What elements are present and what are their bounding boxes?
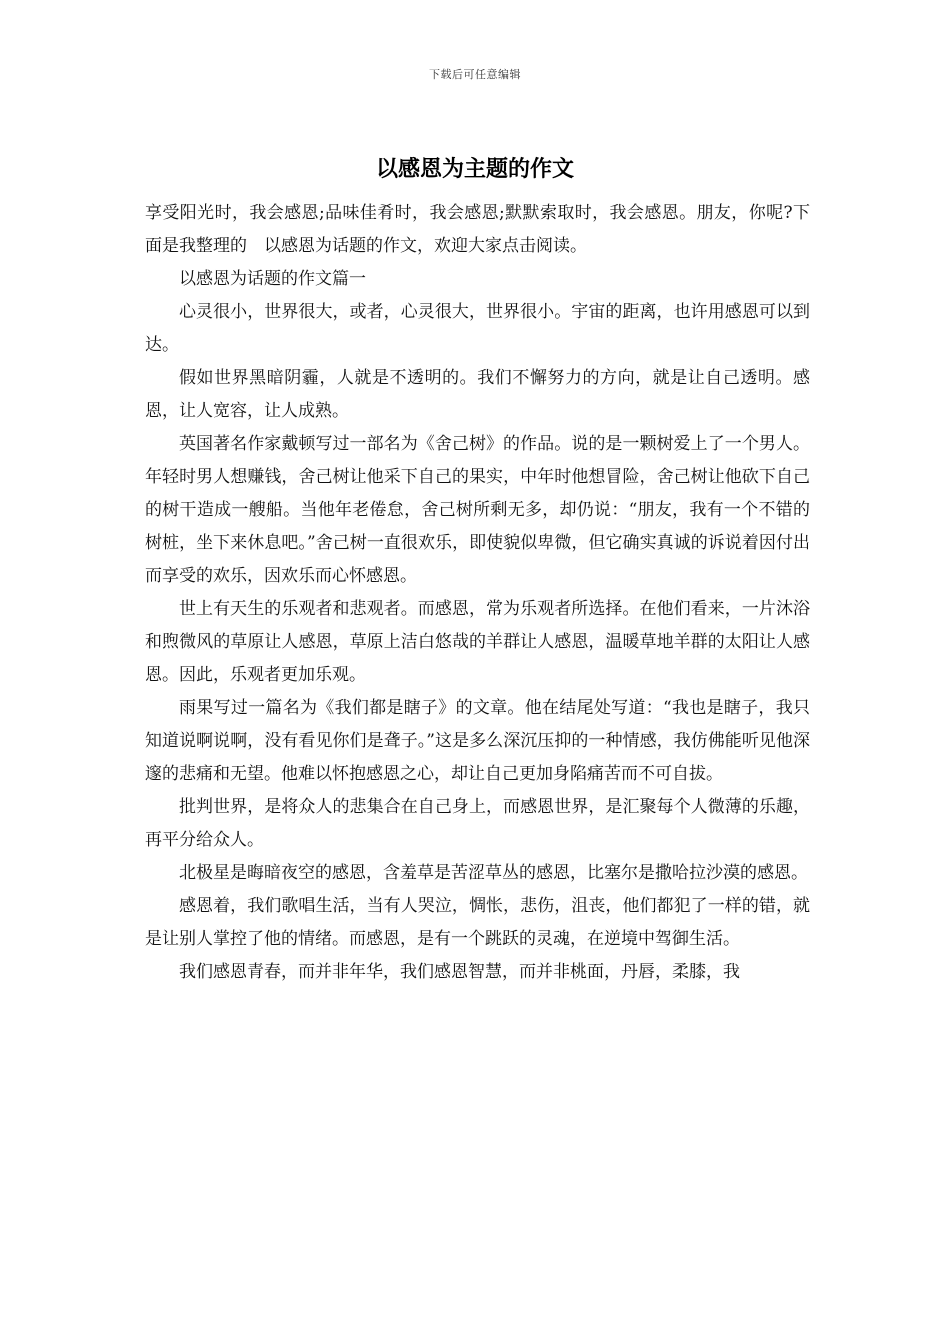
header-note: 下载后可任意编辑 — [429, 68, 521, 81]
body-paragraph: 心灵很小，世界很大，或者，心灵很大，世界很小。宇宙的距离，也许用感恩可以到达。 — [145, 302, 810, 355]
body-paragraph: 我们感恩青春，而并非年华，我们感恩智慧，而并非桃面，丹唇，柔膝，我 — [179, 962, 740, 982]
body-paragraph: 英国著名作家戴顿写过一部名为《舍己树》的作品。说的是一颗树爱上了一个男人。年轻时男人想赚钱，舍己树让他采下自己的果实，中年时他想冒险，舍己树让他砍下自己的树干造成一艘船。当他年老倦怠，舍己树所剩无多，却仍说：“朋友，我有一个不错的树桩，坐下来休息吧。”舍己树一直很欢乐，即使貌似卑微，但它确实真诚的诉说着因付出而享受的欢乐，因欢乐而心怀感恩。 — [145, 434, 810, 586]
section-heading: 以感恩为话题的作文篇一 — [179, 269, 366, 289]
document-title: 以感恩为主题的作文 — [375, 157, 574, 182]
body-paragraph: 世上有天生的乐观者和悲观者。而感恩，常为乐观者所选择。在他们看来，一片沐浴和煦微风的草原让人感恩，草原上洁白悠哉的羊群让人感恩，温暖草地羊群的太阳让人感恩。因此，乐观者更加乐观。 — [145, 599, 810, 685]
intro-paragraph: 享受阳光时，我会感恩;品味佳肴时，我会感恩;默默索取时，我会感恩。朋友，你呢?下面是我整理的 以感恩为话题的作文，欢迎大家点击阅读。 — [145, 203, 810, 256]
body-paragraph: 感恩着，我们歌唱生活，当有人哭泣，惆怅，悲伤，沮丧，他们都犯了一样的错，就是让别人掌控了他的情绪。而感恩，是有一个跳跃的灵魂，在逆境中驾御生活。 — [145, 896, 810, 949]
body-paragraph: 雨果写过一篇名为《我们都是瞎子》的文章。他在结尾处写道：“我也是瞎子，我只知道说啊说啊，没有看见你们是聋子。”这是多么深沉压抑的一种情感，我仿佛能听见他深邃的悲痛和无望。他难以怀抱感恩之心，却让自己更加身陷痛苦而不可自拔。 — [145, 698, 810, 784]
body-paragraph: 北极星是晦暗夜空的感恩，含羞草是苦涩草丛的感恩，比塞尔是撒哈拉沙漠的感恩。 — [179, 863, 808, 883]
body-paragraph: 假如世界黑暗阴霾，人就是不透明的。我们不懈努力的方向，就是让自己透明。感恩，让人宽容，让人成熟。 — [145, 368, 810, 421]
body-paragraph: 批判世界，是将众人的悲集合在自己身上，而感恩世界，是汇聚每个人微薄的乐趣，再平分给众人。 — [145, 797, 810, 850]
document-body — [145, 197, 810, 989]
